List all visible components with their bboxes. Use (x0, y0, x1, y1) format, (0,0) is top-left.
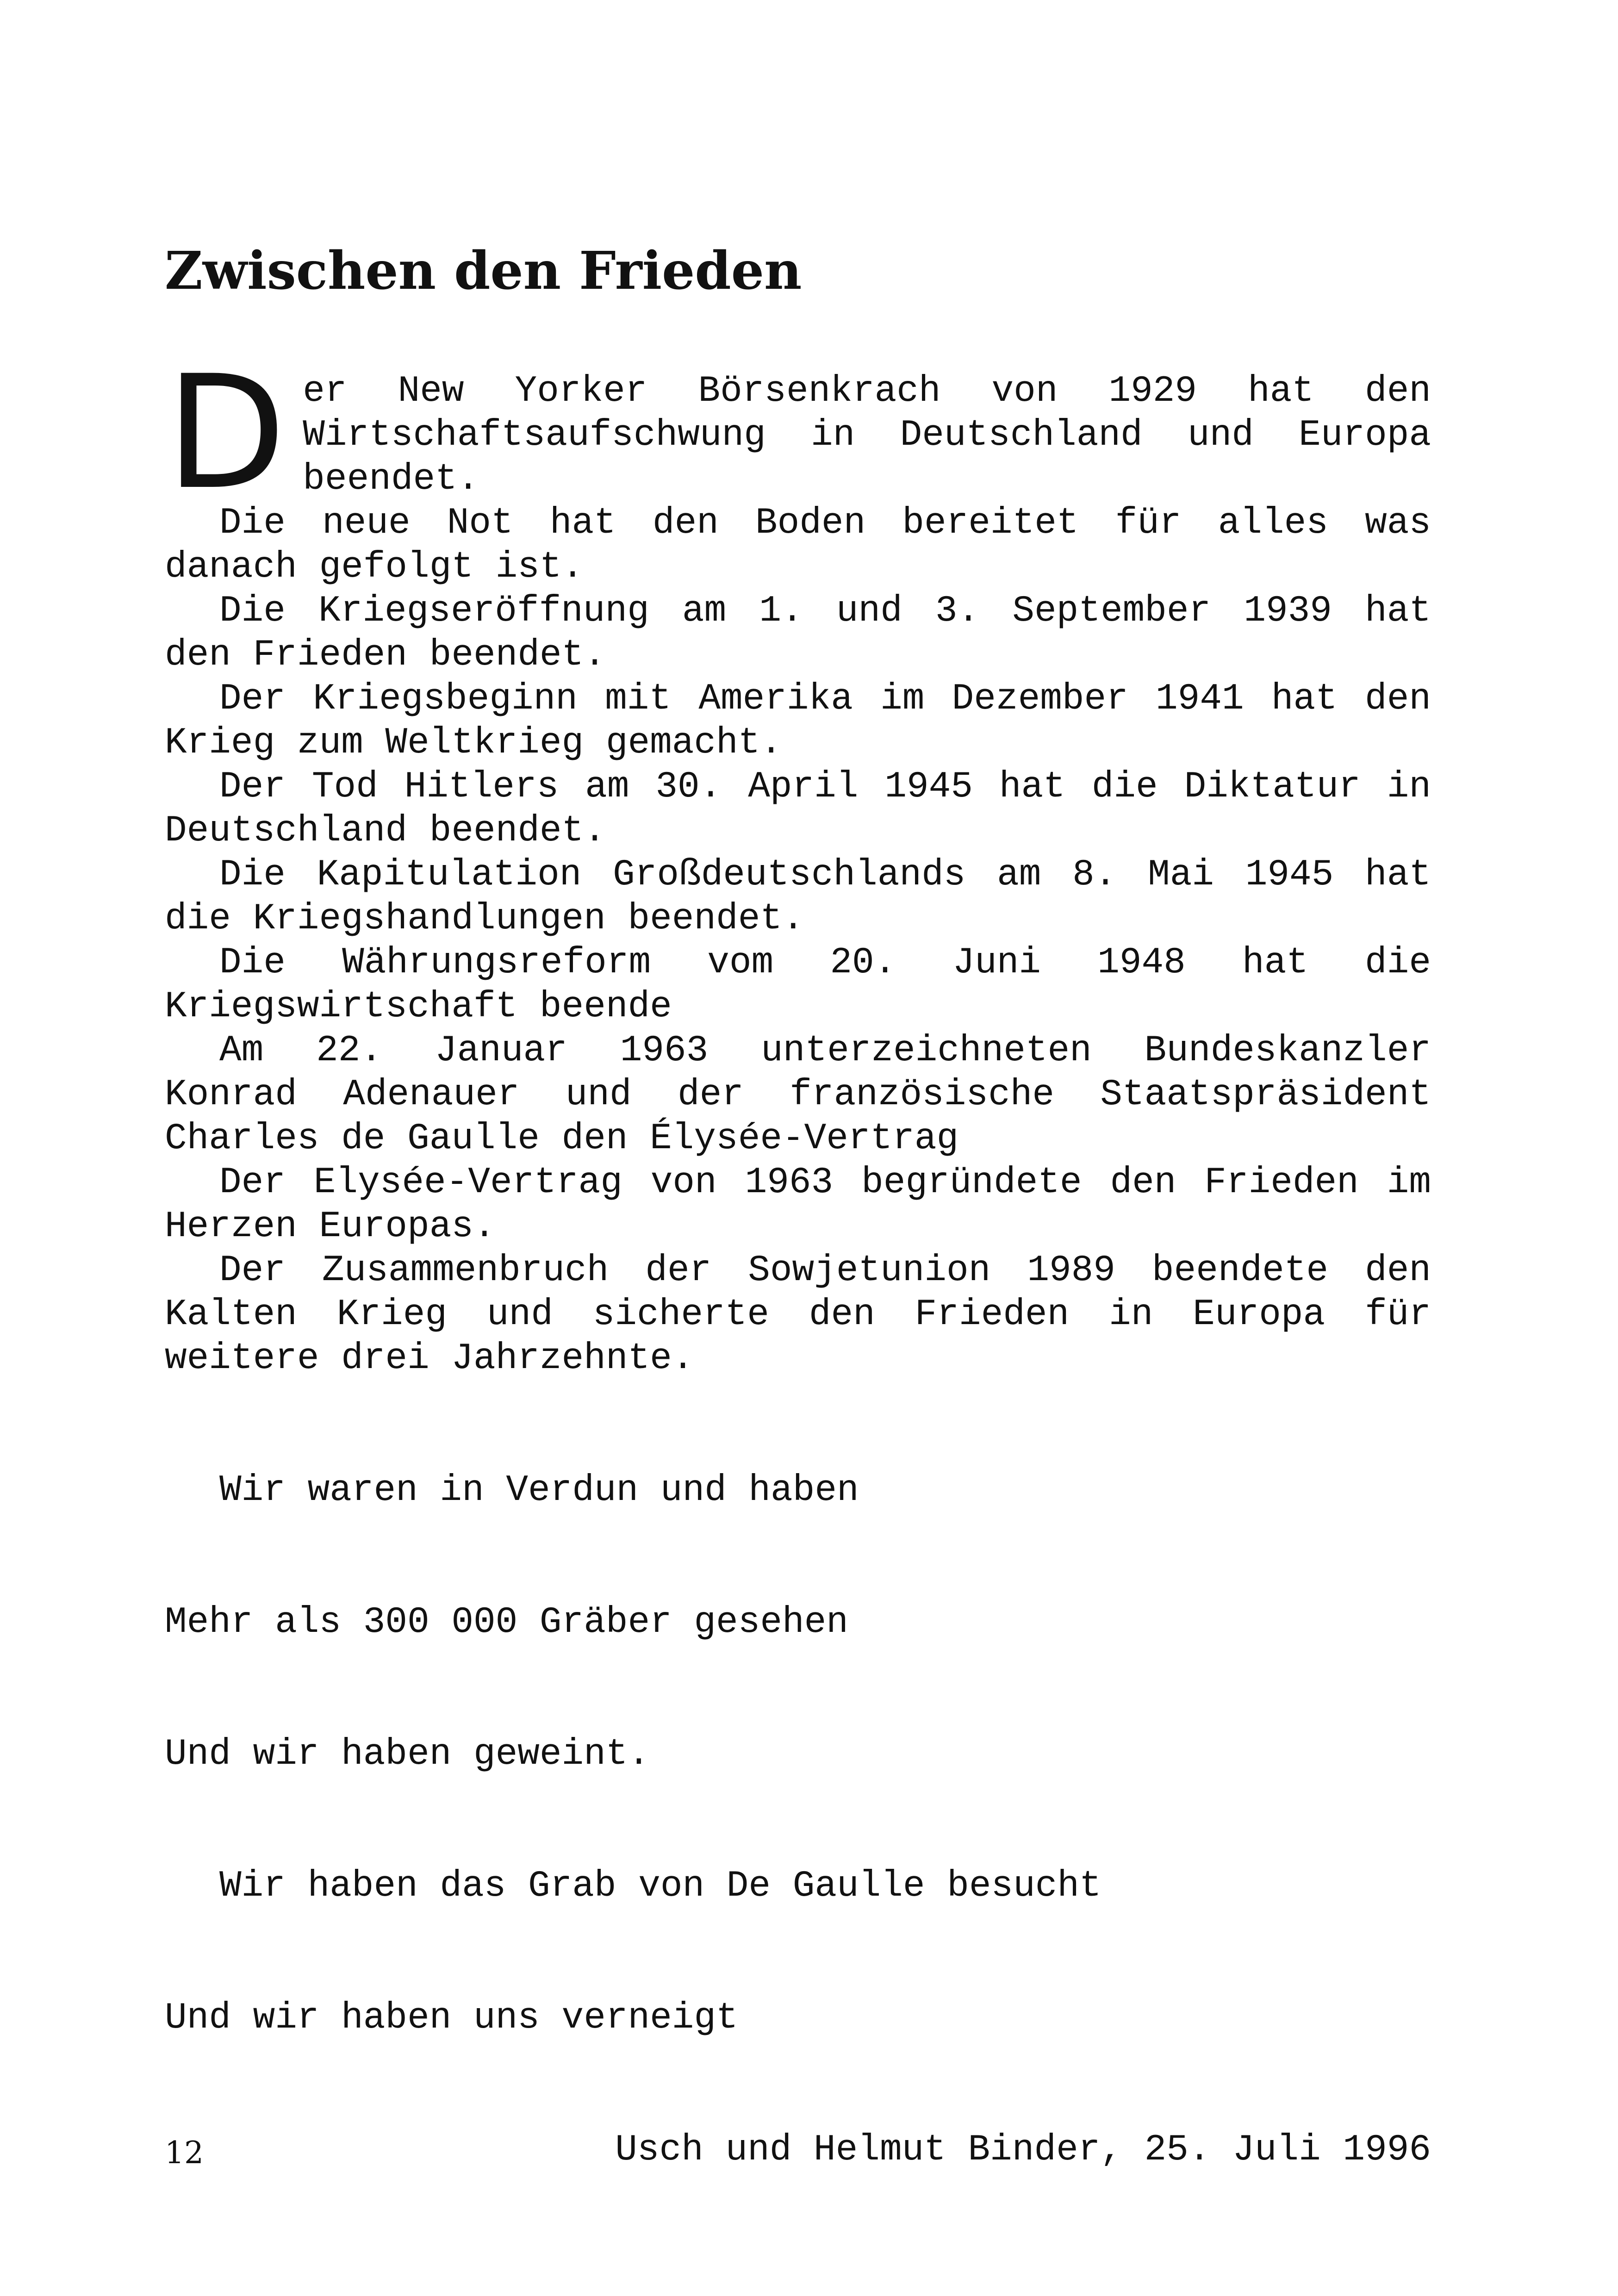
page-number: 12 (165, 2135, 204, 2171)
drop-cap: D (166, 342, 286, 524)
body-text (165, 342, 1431, 2172)
verse-line: Und wir haben uns verneigt (165, 1997, 738, 2039)
signature: Usch und Helmut Binder, 25. Juli 1996 (615, 2129, 1431, 2171)
paragraph: Der Kriegsbeginn mit Amerika im Dezember 1941 hat den Krieg zum Weltkrieg gemacht. (165, 678, 1431, 764)
verse-block (165, 1381, 1431, 2128)
paragraph: Die Kriegseröffnung am 1. und 3. September 1939 hat den Frieden beendet. (165, 590, 1431, 676)
paragraph: Die Kapitulation Großdeutschlands am 8. Mai 1945 hat die Kriegshandlungen beendet. (165, 854, 1431, 940)
paragraph: Der Elysée-Vertrag von 1963 begründete den Frieden im Herzen Europas. (165, 1162, 1431, 1247)
paragraph: Die neue Not hat den Boden bereitet für alles was danach gefolgt ist. (165, 502, 1431, 588)
paragraph: Der Tod Hitlers am 30. April 1945 hat die Diktatur in Deutschland beendet. (165, 766, 1431, 852)
first-paragraph (165, 342, 1431, 524)
verse-line: Mehr als 300 000 Gräber gesehen (165, 1601, 848, 1643)
paragraph: Der Zusammenbruch der Sowjetunion 1989 beendete den Kalten Krieg und sicherte den Frieden in Europa für weitere drei Jahrzehnte. (165, 1250, 1431, 1379)
paragraph: Am 22. Januar 1963 unterzeichneten Bundeskanzler Konrad Adenauer und der französische Staatspräsident Charles de Gaulle den Élysée-Vertrag (165, 1030, 1431, 1159)
page-title: Zwischen den Frieden (165, 241, 802, 301)
verse-line: Und wir haben geweint. (165, 1733, 650, 1775)
verse-line: Wir haben das Grab von De Gaulle besucht (219, 1865, 1101, 1907)
paragraph: Die Währungsreform vom 20. Juni 1948 hat die Kriegswirtschaft beende (165, 942, 1431, 1027)
verse-line: Wir waren in Verdun und haben (219, 1469, 859, 1511)
first-paragraph-text: er New Yorker Börsenkrach von 1929 hat den Wirtschaftsaufschwung in Deutschland und Europa beendet. (303, 370, 1431, 500)
